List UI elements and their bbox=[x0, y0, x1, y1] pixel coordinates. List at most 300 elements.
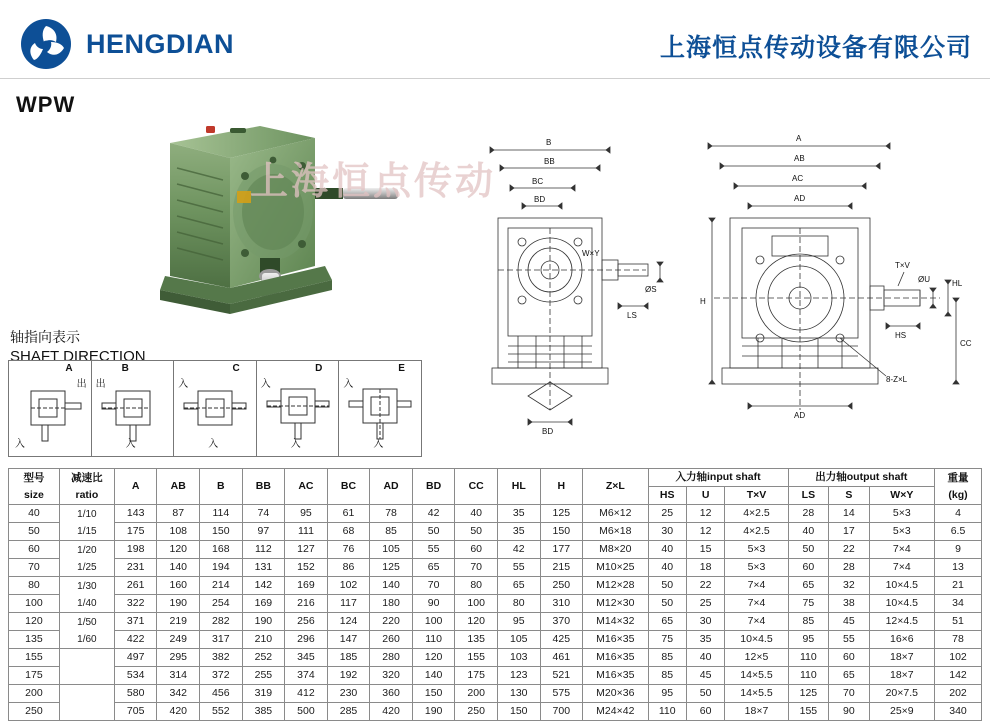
cell-ad: 140 bbox=[370, 577, 413, 595]
product-photo bbox=[110, 108, 440, 323]
cell-ac: 296 bbox=[285, 631, 328, 649]
dim-label-bd-bottom: BD bbox=[542, 427, 554, 436]
cell-ratio-group bbox=[59, 649, 114, 685]
shaft-option-d-mark-left: 入 bbox=[260, 379, 271, 390]
dim-label-h: H bbox=[700, 297, 706, 306]
cell-b: 168 bbox=[200, 541, 243, 559]
cell-wxy: 10×4.5 bbox=[869, 595, 934, 613]
shaft-option-e-mark-left: 入 bbox=[343, 379, 354, 390]
cell-s: 22 bbox=[829, 541, 869, 559]
dim-label-bd-top: BD bbox=[534, 195, 546, 204]
shaft-option-e-letter: E bbox=[398, 363, 405, 374]
cell-ratio-group bbox=[59, 505, 114, 541]
cell-hl: 55 bbox=[497, 559, 540, 577]
dim-label-ab: AB bbox=[794, 154, 805, 163]
dim-label-a: A bbox=[796, 134, 802, 143]
cell-bd: 110 bbox=[412, 631, 455, 649]
cell-ab: 87 bbox=[157, 505, 200, 523]
cell-txv: 14×5.5 bbox=[725, 667, 788, 685]
cell-ac: 256 bbox=[285, 613, 328, 631]
cell-bb: 210 bbox=[242, 631, 285, 649]
specification-table bbox=[8, 468, 982, 721]
cell-ls: 110 bbox=[788, 667, 828, 685]
cell-ac: 152 bbox=[285, 559, 328, 577]
cell-size: 200 bbox=[9, 685, 60, 703]
cell-ac: 111 bbox=[285, 523, 328, 541]
cell-bb: 142 bbox=[242, 577, 285, 595]
th-txv: T×V bbox=[725, 487, 788, 505]
cell-ratio-group bbox=[59, 685, 114, 721]
shaft-option-c-figure bbox=[176, 361, 256, 456]
cell-size: 60 bbox=[9, 541, 60, 559]
table-header-row-1 bbox=[9, 469, 982, 487]
cell-u: 35 bbox=[686, 631, 724, 649]
table-row bbox=[9, 631, 982, 649]
cell-a: 371 bbox=[114, 613, 157, 631]
cell-weight: 202 bbox=[935, 685, 982, 703]
cell-wxy: 5×3 bbox=[869, 505, 934, 523]
cell-bc: 61 bbox=[327, 505, 370, 523]
cell-cc: 135 bbox=[455, 631, 498, 649]
dim-label-wxy: W×Y bbox=[582, 249, 600, 258]
cell-h: 700 bbox=[540, 703, 583, 721]
dim-label-ou: ØU bbox=[918, 275, 930, 284]
cell-txv: 7×4 bbox=[725, 595, 788, 613]
cell-hl: 105 bbox=[497, 631, 540, 649]
cell-size: 155 bbox=[9, 649, 60, 667]
cell-h: 370 bbox=[540, 613, 583, 631]
front-view-drawing bbox=[470, 110, 670, 440]
cell-size: 175 bbox=[9, 667, 60, 685]
cell-ls: 125 bbox=[788, 685, 828, 703]
cell-ls: 28 bbox=[788, 505, 828, 523]
cell-bc: 124 bbox=[327, 613, 370, 631]
table-row bbox=[9, 685, 982, 703]
cell-txv: 18×7 bbox=[725, 703, 788, 721]
cell-ls: 95 bbox=[788, 631, 828, 649]
ratio-value: 1/50 bbox=[77, 616, 97, 628]
table-row bbox=[9, 523, 982, 541]
cell-ab: 140 bbox=[157, 559, 200, 577]
cell-weight: 340 bbox=[935, 703, 982, 721]
cell-b: 382 bbox=[200, 649, 243, 667]
cell-b: 456 bbox=[200, 685, 243, 703]
cell-u: 50 bbox=[686, 685, 724, 703]
cell-bd: 42 bbox=[412, 505, 455, 523]
cell-zxl: M16×35 bbox=[583, 649, 648, 667]
cell-ls: 75 bbox=[788, 595, 828, 613]
th-bb: BB bbox=[242, 469, 285, 505]
cell-wxy: 20×7.5 bbox=[869, 685, 934, 703]
cell-bd: 90 bbox=[412, 595, 455, 613]
cell-ac: 95 bbox=[285, 505, 328, 523]
cell-size: 70 bbox=[9, 559, 60, 577]
shaft-option-e-mark-down: 入 bbox=[373, 439, 384, 450]
cell-ad: 320 bbox=[370, 667, 413, 685]
cell-b: 372 bbox=[200, 667, 243, 685]
table-row bbox=[9, 559, 982, 577]
cell-h: 250 bbox=[540, 577, 583, 595]
cell-hl: 130 bbox=[497, 685, 540, 703]
cell-bc: 230 bbox=[327, 685, 370, 703]
cell-s: 90 bbox=[829, 703, 869, 721]
cell-cc: 80 bbox=[455, 577, 498, 595]
cell-u: 12 bbox=[686, 505, 724, 523]
ratio-value: 1/10 bbox=[77, 508, 97, 520]
shaft-direction-label-en: SHAFT DIRECTION bbox=[10, 347, 146, 365]
cell-ad: 420 bbox=[370, 703, 413, 721]
table-row bbox=[9, 505, 982, 523]
cell-a: 261 bbox=[114, 577, 157, 595]
cell-b: 317 bbox=[200, 631, 243, 649]
cell-b: 150 bbox=[200, 523, 243, 541]
cell-wxy: 12×4.5 bbox=[869, 613, 934, 631]
cell-s: 65 bbox=[829, 667, 869, 685]
cell-s: 32 bbox=[829, 577, 869, 595]
shaft-option-a bbox=[9, 361, 92, 456]
table-row bbox=[9, 541, 982, 559]
cell-wxy: 18×7 bbox=[869, 649, 934, 667]
cell-h: 150 bbox=[540, 523, 583, 541]
shaft-option-b-figure bbox=[94, 361, 174, 456]
cell-bb: 385 bbox=[242, 703, 285, 721]
shaft-option-b-mark-out: 出 bbox=[95, 379, 106, 390]
cell-a: 231 bbox=[114, 559, 157, 577]
cell-u: 25 bbox=[686, 595, 724, 613]
cell-weight: 13 bbox=[935, 559, 982, 577]
cell-weight: 9 bbox=[935, 541, 982, 559]
th-ad: AD bbox=[370, 469, 413, 505]
cell-ad: 220 bbox=[370, 613, 413, 631]
cell-b: 282 bbox=[200, 613, 243, 631]
cell-ls: 60 bbox=[788, 559, 828, 577]
cell-bb: 252 bbox=[242, 649, 285, 667]
cell-bc: 147 bbox=[327, 631, 370, 649]
shaft-option-d-letter: D bbox=[315, 363, 323, 374]
dim-label-bb: BB bbox=[544, 157, 555, 166]
th-weight bbox=[935, 469, 982, 505]
cell-b: 214 bbox=[200, 577, 243, 595]
cell-bb: 319 bbox=[242, 685, 285, 703]
dim-label-cc: CC bbox=[960, 339, 972, 348]
cell-ratio-group bbox=[59, 613, 114, 649]
table-row bbox=[9, 649, 982, 667]
ratio-value: 1/40 bbox=[77, 597, 97, 609]
shaft-option-e bbox=[339, 361, 421, 456]
cell-a: 705 bbox=[114, 703, 157, 721]
cell-bc: 68 bbox=[327, 523, 370, 541]
cell-hs: 110 bbox=[648, 703, 686, 721]
cell-hs: 25 bbox=[648, 505, 686, 523]
cell-s: 55 bbox=[829, 631, 869, 649]
cell-ls: 65 bbox=[788, 577, 828, 595]
th-cc: CC bbox=[455, 469, 498, 505]
shaft-option-c-mark-down: 入 bbox=[208, 439, 219, 450]
cell-bc: 285 bbox=[327, 703, 370, 721]
cell-ls: 110 bbox=[788, 649, 828, 667]
cell-zxl: M6×12 bbox=[583, 505, 648, 523]
cell-cc: 250 bbox=[455, 703, 498, 721]
cell-ad: 280 bbox=[370, 649, 413, 667]
dim-label-hl: HL bbox=[952, 279, 963, 288]
cell-weight: 102 bbox=[935, 649, 982, 667]
cell-u: 12 bbox=[686, 523, 724, 541]
cell-h: 575 bbox=[540, 685, 583, 703]
th-zxl: Z×L bbox=[583, 469, 648, 505]
table-row bbox=[9, 577, 982, 595]
th-ab: AB bbox=[157, 469, 200, 505]
ratio-value: 1/25 bbox=[77, 561, 97, 573]
cell-hl: 35 bbox=[497, 523, 540, 541]
cell-u: 30 bbox=[686, 613, 724, 631]
cell-ab: 420 bbox=[157, 703, 200, 721]
th-bd: BD bbox=[412, 469, 455, 505]
cell-cc: 60 bbox=[455, 541, 498, 559]
cell-s: 38 bbox=[829, 595, 869, 613]
cell-zxl: M20×36 bbox=[583, 685, 648, 703]
cell-zxl: M6×18 bbox=[583, 523, 648, 541]
cell-ls: 40 bbox=[788, 523, 828, 541]
cell-bd: 140 bbox=[412, 667, 455, 685]
cell-cc: 175 bbox=[455, 667, 498, 685]
cell-txv: 7×4 bbox=[725, 613, 788, 631]
cell-a: 322 bbox=[114, 595, 157, 613]
cell-bb: 131 bbox=[242, 559, 285, 577]
shaft-option-b-letter: B bbox=[121, 363, 129, 374]
cell-weight: 21 bbox=[935, 577, 982, 595]
cell-u: 22 bbox=[686, 577, 724, 595]
cell-wxy: 5×3 bbox=[869, 523, 934, 541]
shaft-option-a-letter: A bbox=[65, 363, 73, 374]
cell-hs: 75 bbox=[648, 631, 686, 649]
shaft-option-b bbox=[92, 361, 175, 456]
cell-wxy: 7×4 bbox=[869, 541, 934, 559]
dim-label-os: ØS bbox=[645, 285, 657, 294]
cell-bd: 120 bbox=[412, 649, 455, 667]
dim-label-bc: BC bbox=[532, 177, 544, 186]
cell-ac: 412 bbox=[285, 685, 328, 703]
cell-ab: 160 bbox=[157, 577, 200, 595]
shaft-option-d-figure bbox=[259, 361, 339, 456]
cell-u: 15 bbox=[686, 541, 724, 559]
cell-h: 425 bbox=[540, 631, 583, 649]
cell-a: 534 bbox=[114, 667, 157, 685]
cell-u: 18 bbox=[686, 559, 724, 577]
cell-h: 215 bbox=[540, 559, 583, 577]
shaft-option-e-figure bbox=[341, 361, 421, 456]
th-ls: LS bbox=[788, 487, 828, 505]
cell-weight: 6.5 bbox=[935, 523, 982, 541]
th-size-cn: 型号 bbox=[23, 471, 45, 484]
cell-hs: 50 bbox=[648, 577, 686, 595]
cell-hs: 85 bbox=[648, 667, 686, 685]
cell-weight: 34 bbox=[935, 595, 982, 613]
cell-u: 60 bbox=[686, 703, 724, 721]
page-title: WPW bbox=[16, 92, 76, 117]
cell-ad: 180 bbox=[370, 595, 413, 613]
cell-ab: 295 bbox=[157, 649, 200, 667]
cell-a: 198 bbox=[114, 541, 157, 559]
cell-ab: 314 bbox=[157, 667, 200, 685]
cell-ad: 260 bbox=[370, 631, 413, 649]
cell-weight: 51 bbox=[935, 613, 982, 631]
cell-bc: 117 bbox=[327, 595, 370, 613]
cell-bb: 74 bbox=[242, 505, 285, 523]
cell-s: 45 bbox=[829, 613, 869, 631]
dim-label-ac: AC bbox=[792, 174, 804, 183]
fan-logo-icon bbox=[20, 18, 72, 70]
cell-size: 120 bbox=[9, 613, 60, 631]
th-h: H bbox=[540, 469, 583, 505]
cell-ac: 374 bbox=[285, 667, 328, 685]
cell-bc: 102 bbox=[327, 577, 370, 595]
dim-label-ad-bottom: AD bbox=[794, 411, 806, 420]
cell-bd: 190 bbox=[412, 703, 455, 721]
cell-a: 143 bbox=[114, 505, 157, 523]
cell-bd: 55 bbox=[412, 541, 455, 559]
shaft-direction-diagram bbox=[8, 360, 422, 457]
cell-hs: 30 bbox=[648, 523, 686, 541]
cell-zxl: M16×35 bbox=[583, 631, 648, 649]
cell-bb: 112 bbox=[242, 541, 285, 559]
dim-label-ad-top: AD bbox=[794, 194, 806, 203]
cell-hs: 40 bbox=[648, 559, 686, 577]
shaft-option-c-mark-left: 入 bbox=[178, 379, 189, 390]
cell-bb: 169 bbox=[242, 595, 285, 613]
th-ratio-cn: 减速比 bbox=[71, 471, 103, 484]
cell-ls: 85 bbox=[788, 613, 828, 631]
table-row bbox=[9, 595, 982, 613]
cell-s: 17 bbox=[829, 523, 869, 541]
shaft-option-a-mark-out: 出 bbox=[76, 379, 87, 390]
cell-zxl: M8×20 bbox=[583, 541, 648, 559]
ratio-value: 1/15 bbox=[77, 525, 97, 537]
cell-txv: 5×3 bbox=[725, 541, 788, 559]
cell-hs: 85 bbox=[648, 649, 686, 667]
table-row bbox=[9, 703, 982, 721]
ratio-value: 1/30 bbox=[77, 580, 97, 592]
cell-bc: 76 bbox=[327, 541, 370, 559]
cell-bd: 150 bbox=[412, 685, 455, 703]
th-ratio-en: ratio bbox=[75, 488, 99, 501]
cell-ac: 216 bbox=[285, 595, 328, 613]
th-input-shaft-group: 入力轴input shaft bbox=[648, 469, 788, 487]
cell-h: 177 bbox=[540, 541, 583, 559]
cell-s: 60 bbox=[829, 649, 869, 667]
cell-h: 125 bbox=[540, 505, 583, 523]
cell-ad: 125 bbox=[370, 559, 413, 577]
cell-wxy: 25×9 bbox=[869, 703, 934, 721]
cell-ad: 78 bbox=[370, 505, 413, 523]
cell-ls: 155 bbox=[788, 703, 828, 721]
cell-cc: 155 bbox=[455, 649, 498, 667]
cell-ac: 127 bbox=[285, 541, 328, 559]
cell-txv: 12×5 bbox=[725, 649, 788, 667]
cell-cc: 100 bbox=[455, 595, 498, 613]
cell-b: 114 bbox=[200, 505, 243, 523]
cell-ls: 50 bbox=[788, 541, 828, 559]
cell-ratio-group bbox=[59, 541, 114, 577]
cell-hs: 50 bbox=[648, 595, 686, 613]
cell-b: 552 bbox=[200, 703, 243, 721]
cell-ac: 500 bbox=[285, 703, 328, 721]
cell-txv: 5×3 bbox=[725, 559, 788, 577]
cell-a: 422 bbox=[114, 631, 157, 649]
table-row bbox=[9, 667, 982, 685]
cell-ad: 105 bbox=[370, 541, 413, 559]
cell-bc: 185 bbox=[327, 649, 370, 667]
cell-txv: 4×2.5 bbox=[725, 505, 788, 523]
cell-txv: 14×5.5 bbox=[725, 685, 788, 703]
cell-bb: 190 bbox=[242, 613, 285, 631]
dim-label-ls: LS bbox=[627, 311, 637, 320]
cell-ratio-group bbox=[59, 577, 114, 613]
th-ratio bbox=[59, 469, 114, 505]
dim-label-8zxl: 8-Z×L bbox=[886, 375, 908, 384]
shaft-option-d-mark-down: 入 bbox=[290, 439, 301, 450]
shaft-option-a-figure bbox=[11, 361, 91, 456]
cell-a: 497 bbox=[114, 649, 157, 667]
shaft-direction-label-cn: 轴指向表示 bbox=[10, 329, 80, 345]
shaft-option-c-letter: C bbox=[232, 363, 240, 374]
cell-txv: 10×4.5 bbox=[725, 631, 788, 649]
th-weight-unit: (kg) bbox=[948, 488, 968, 501]
cell-zxl: M14×32 bbox=[583, 613, 648, 631]
shaft-option-b-mark-in: 入 bbox=[125, 439, 136, 450]
cell-wxy: 18×7 bbox=[869, 667, 934, 685]
cell-hl: 35 bbox=[497, 505, 540, 523]
cell-a: 175 bbox=[114, 523, 157, 541]
cell-b: 194 bbox=[200, 559, 243, 577]
cell-hl: 103 bbox=[497, 649, 540, 667]
cell-ad: 360 bbox=[370, 685, 413, 703]
cell-size: 50 bbox=[9, 523, 60, 541]
dim-label-txv: T×V bbox=[895, 261, 910, 270]
th-weight-cn: 重量 bbox=[947, 471, 969, 484]
cell-u: 40 bbox=[686, 649, 724, 667]
cell-txv: 4×2.5 bbox=[725, 523, 788, 541]
th-wxy: W×Y bbox=[869, 487, 934, 505]
cell-cc: 70 bbox=[455, 559, 498, 577]
cell-weight: 142 bbox=[935, 667, 982, 685]
cell-ab: 120 bbox=[157, 541, 200, 559]
cell-size: 40 bbox=[9, 505, 60, 523]
dim-label-b: B bbox=[546, 138, 552, 147]
cell-bd: 65 bbox=[412, 559, 455, 577]
cell-txv: 7×4 bbox=[725, 577, 788, 595]
cell-s: 70 bbox=[829, 685, 869, 703]
cell-wxy: 16×6 bbox=[869, 631, 934, 649]
cell-hl: 65 bbox=[497, 577, 540, 595]
cell-zxl: M24×42 bbox=[583, 703, 648, 721]
cell-ab: 108 bbox=[157, 523, 200, 541]
th-a: A bbox=[114, 469, 157, 505]
cell-hs: 40 bbox=[648, 541, 686, 559]
th-size-en: size bbox=[24, 488, 44, 501]
cell-zxl: M12×30 bbox=[583, 595, 648, 613]
cell-size: 80 bbox=[9, 577, 60, 595]
page-header bbox=[0, 0, 990, 79]
cell-hs: 95 bbox=[648, 685, 686, 703]
cell-hl: 123 bbox=[497, 667, 540, 685]
th-ac: AC bbox=[285, 469, 328, 505]
brand-name: HENGDIAN bbox=[86, 28, 235, 59]
cell-h: 310 bbox=[540, 595, 583, 613]
cell-size: 100 bbox=[9, 595, 60, 613]
shaft-option-c bbox=[174, 361, 257, 456]
cell-ad: 85 bbox=[370, 523, 413, 541]
cell-size: 135 bbox=[9, 631, 60, 649]
